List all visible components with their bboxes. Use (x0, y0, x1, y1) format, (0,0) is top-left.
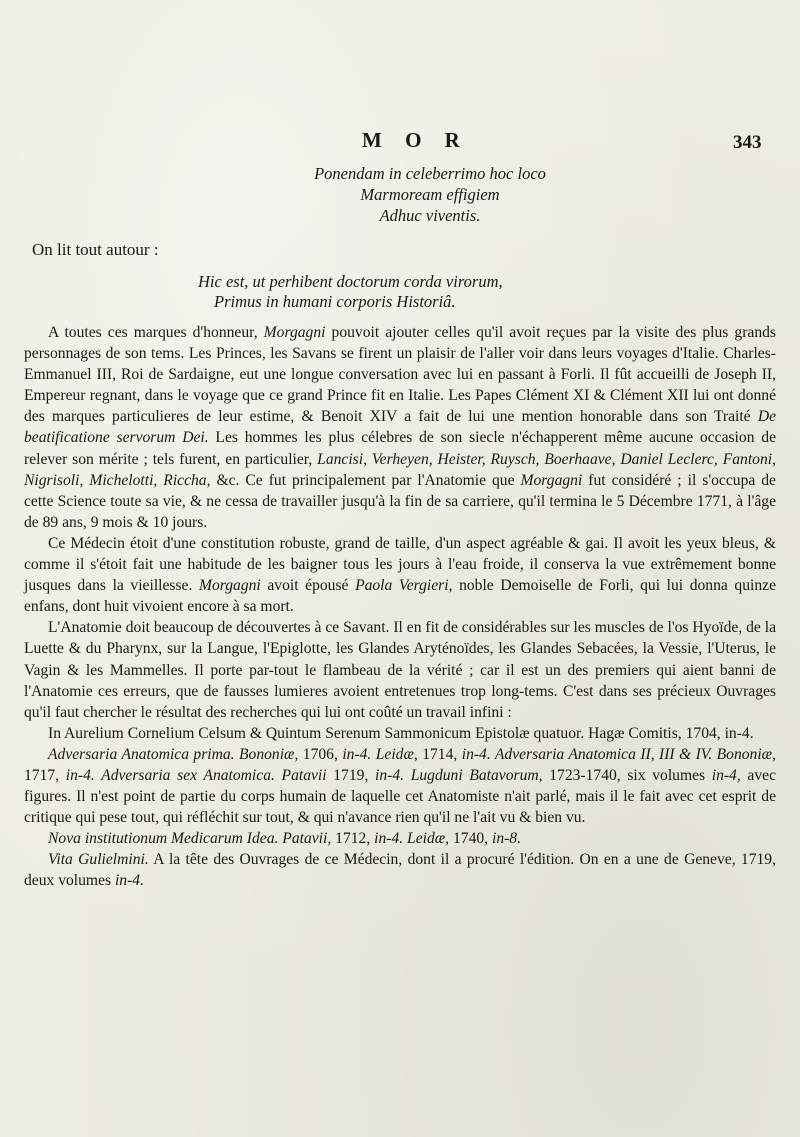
text-run: 1704, in-4. (681, 724, 754, 742)
italic-run: in-4. Adversaria sex Anatomica. Patavii (65, 766, 327, 784)
text-run: &c. Ce fut principalement par l'Anatomie que (210, 471, 521, 489)
text-run: fut considéré ; il s'occupa de cette Science toute sa vie, & ne cessa de travailler jusqu'à la fin de sa carriere, qu'il termina le 5 Décembre 1771, à l'âge de 89 ans, 9 mois & 10 jours. (24, 471, 776, 531)
inscription (174, 272, 776, 312)
italic-run: Lancisi, Verheyen, Heister, Ruysch, Boerhaave, Daniel Leclerc, Fantoni, Nigrisoli, Michelotti, Riccha, (24, 450, 776, 489)
italic-run: in-4. Lugduni Batavorum, (375, 766, 543, 784)
text-run: avec figures. Il n'est point de partie du corps humain de laquelle cet Anatomiste n'ait parlé, mais il le fait avec cet esprit de critique qui pese tout, qui réfléchit sur tout, & qui n'avance rien qu'il ne l'ait vu & bien vu. (24, 766, 776, 827)
text-run: 1714, (417, 745, 462, 763)
italic-run: in-4. Leidæ, (374, 830, 450, 848)
text-run: 1723-1740, six volumes (542, 766, 712, 784)
running-head: M O R (362, 128, 469, 152)
text-run: avoit épousé (260, 577, 356, 595)
page-body (24, 163, 776, 892)
italic-run: Aurelium Cornelium Celsum & Quintum Serenum Sammonicum Epistolæ quatuor. Hagæ Comitis, (64, 724, 682, 742)
epitaph-line: Adhuc viventis. (379, 206, 481, 225)
text-run: Ce Médecin étoit d'une constitution robuste, grand de taille, d'un aspect agréable & gai. Il avoit les yeux bleus, & comme il s'étoit fait une habitude de les baigner tous les jours à l'eau froide, il conserva la vue extrêmement bonne jusques dans la vieillesse. (24, 534, 776, 595)
paragraph-honours (24, 322, 776, 533)
italic-run: in-8. (491, 830, 522, 848)
text-run: L'Anatomie doit beaucoup de découvertes à ce Savant. Il en fit de considérables sur les muscles de l'os Hyoïde, de la Luette & du Pharynx, sur la Langue, l'Epiglotte, les Glandes Aryténoïdes, les Glandes Sebacées, la Vessie, l'Uterus, le Vagin & les Mammelles. Il porte par-tout le flambeau de la vérité ; car il est un des premiers qui aient banni de l'Anatomie ces erreurs, que de fausses lumieres avoient entretenues trop long-tems. C'est dans ses précieux Ouvrages qu'il faut chercher le résultat des recherches qui lui ont coûté un travail infini : (24, 619, 776, 721)
italic-run: in-4, (711, 766, 741, 784)
text-run: Les hommes les plus célebres de son siecle n'échapperent même aucune occasion de relever son mérite ; tels furent, en particulier, (24, 429, 776, 468)
page-number: 343 (733, 132, 762, 153)
text-run: 1740, (449, 830, 492, 848)
text-run: 1717, (24, 766, 66, 784)
lead-line: On lit tout autour : (32, 240, 159, 259)
inscription-line: Hic est, ut perhibent doctorum corda virorum, (198, 272, 503, 291)
epitaph-line: Ponendam in celeberrimo hoc loco (314, 164, 546, 183)
epitaph (84, 163, 776, 226)
bibliography-entry (24, 723, 776, 744)
bibliography-entry (24, 849, 776, 891)
page-header (0, 128, 800, 158)
italic-run: in-4. Leidæ, (342, 745, 418, 763)
italic-run: Morgagni (520, 471, 583, 489)
italic-run: Adversaria Anatomica prima. Bononiæ, (48, 745, 299, 763)
italic-run: De beatificatione servorum Dei. (24, 408, 776, 447)
italic-run: in-4. (114, 872, 144, 890)
text-run: In (48, 724, 65, 742)
inscription-line: Primus in humani corporis Historiâ. (214, 292, 456, 311)
text-run: A la tête des Ouvrages de ce Médecin, dont il a procuré l'édition. On en a une de Geneve, 1719, deux volumes (24, 851, 777, 890)
text-run: 1712, (331, 830, 375, 848)
paragraph-discoveries (24, 617, 776, 722)
bibliography-entry (24, 828, 776, 849)
italic-run: in-4. Adversaria Anatomica II, III & IV. Bononiæ, (461, 745, 776, 763)
italic-run: Vita Gulielmini. (48, 851, 149, 869)
text-run: A toutes ces marques d'honneur, (48, 324, 264, 341)
bibliography-entry (24, 744, 776, 828)
text-run: pouvoit ajouter celles qu'il avoit reçues par la visite des plus grands personnages de son tems. Les Princes, les Savans se firent un plaisir de l'aller voir dans leurs voyages d'Italie. Charles-Emmanuel III, Roi de Sardaigne, eut une longue conversation avec lui en passant à Forli. Il fût accueilli de Joseph II, Empereur regnant, dans le voyage que ce grand Prince fit en Italie. Les Papes Clément XI & Clément XII lui ont donné des marques particulieres de leur estime, & Benoit XIV a fait de lui une mention honorable dans son Traité (24, 324, 776, 426)
text-run: 1706, (298, 745, 343, 763)
text-run: 1719, (326, 766, 376, 784)
italic-run: Nova institutionum Medicarum Idea. Patavii, (48, 830, 332, 848)
paragraph-constitution (24, 533, 776, 617)
italic-run: Morgagni (263, 324, 326, 341)
epitaph-line: Marmoream effigiem (360, 185, 500, 204)
italic-run: Morgagni (198, 577, 261, 595)
italic-run: Paola Vergieri, (355, 577, 453, 595)
text-run: noble Demoiselle de Forli, qui lui donna quinze enfans, dont huit vivoient encore à sa mort. (24, 577, 776, 616)
